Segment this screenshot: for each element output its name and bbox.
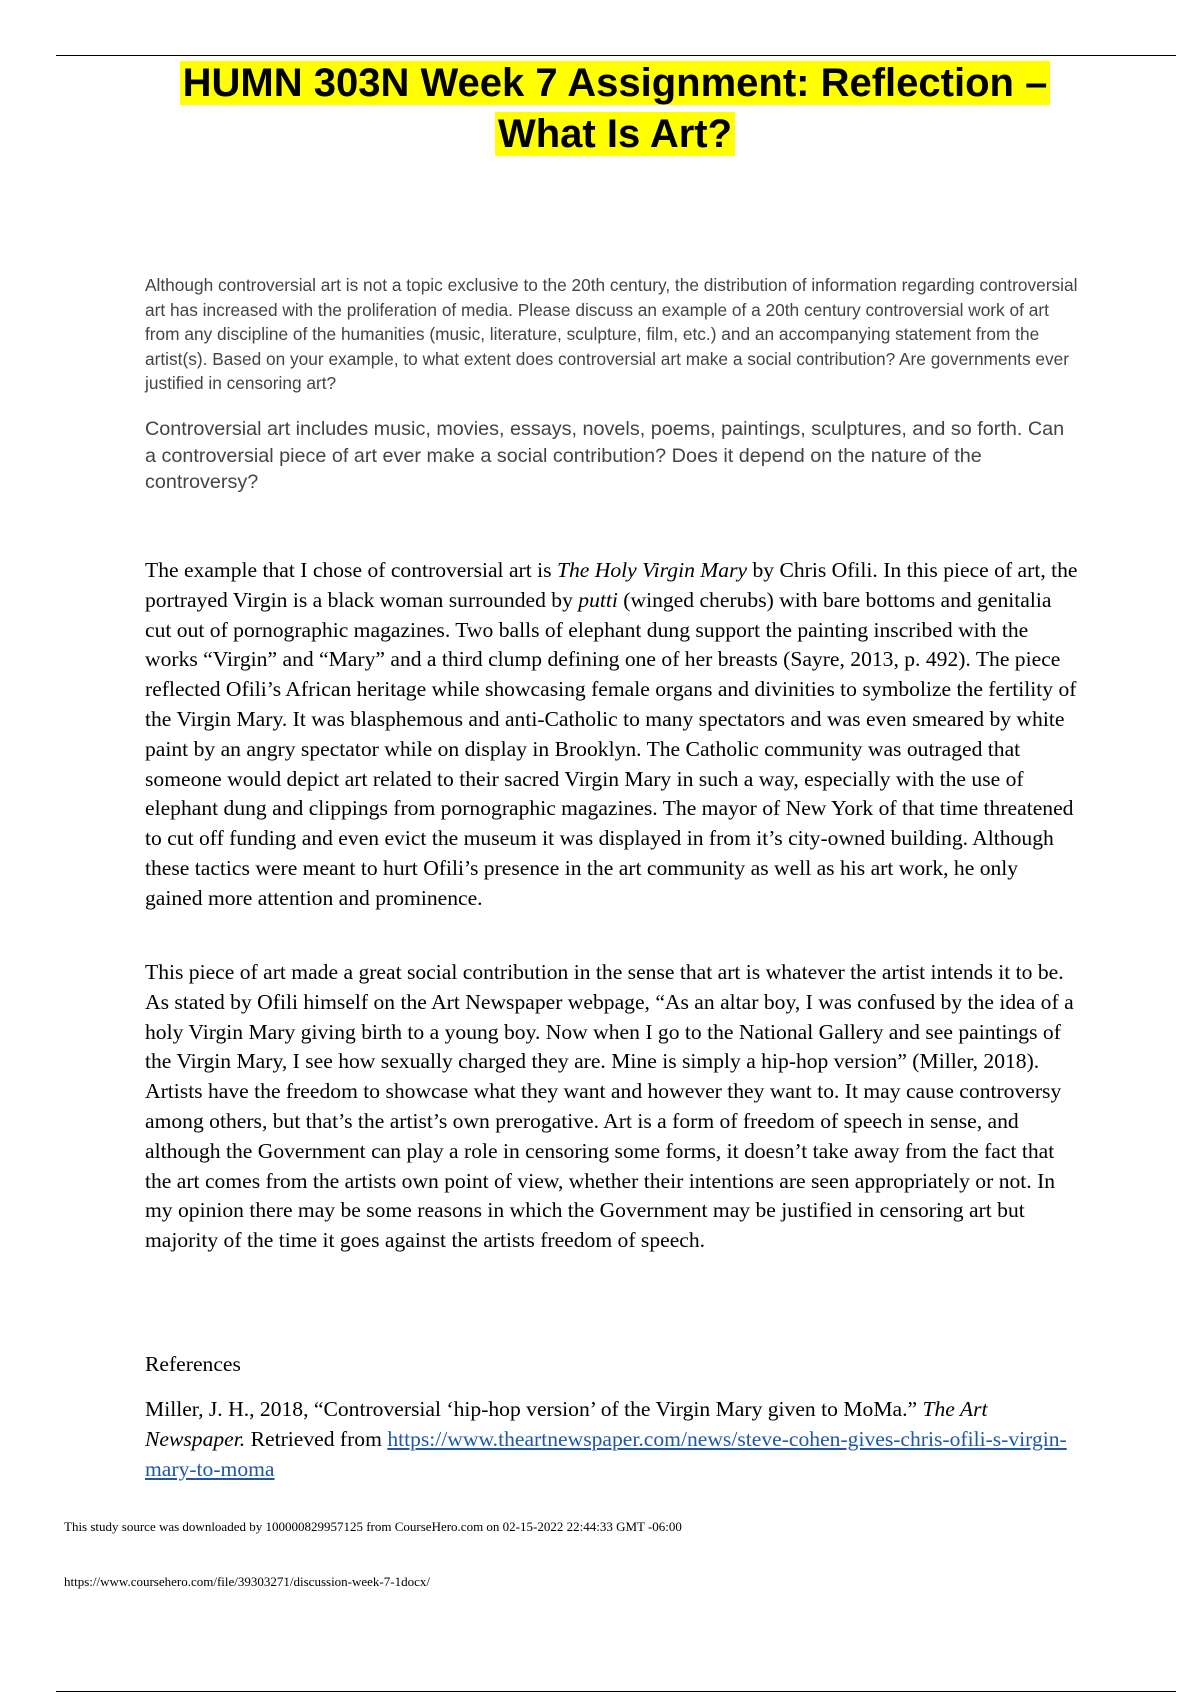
bottom-divider [56,1691,1176,1692]
essay-paragraph-2: This piece of art made a great social contribution in the sense that art is whatever the artist intends it to be. As stated by Ofili himself on the Art Newspaper webpage, “As an altar boy, I was confused by the idea of a holy Virgin Mary giving birth to a young boy. Now when I go to the National Gallery and see paintings of the Virgin Mary, I see how sexually charged they are. Mine is simply a hip-hop version” (Miller, 2018). Artists have the freedom to showcase what they want and however they want to. It may cause controversy among others, but that’s the artist’s own prerogative. Art is a form of freedom of speech in sense, and although the Government can play a role in censoring some forms, it doesn’t take away from the fact that the art comes from the artists own point of view, whether their intentions are seen appropriately or not. In my opinion there may be some reasons in which the Government may be justified in censoring art but majority of the time it goes against the artists freedom of speech. [145,960,1074,1253]
essay-p1-rest: (winged cherubs) with bare bottoms and genitalia cut out of pornographic magazines. Two balls of elephant dung support the painting inscribed with the works “Virgin” and “Mary” and a third clump defining one of her breasts (Sayre, 2013, p. 492). The piece reflected Ofili’s African heritage while showcasing female organs and divinities to symbolize the fertility of the Virgin Mary. It was blasphemous and anti-Catholic to many spectators and was even smeared by white paint by an angry spectator while on display in Brooklyn. The Catholic community was outraged that someone would depict art related to their sacred Virgin Mary in such a way, especially with the use of elephant dung and clippings from pornographic magazines. The mayor of New York of that time threatened to cut off funding and even evict the museum it was displayed in from it’s city-owned building. Although these tactics were meant to hurt Ofili’s presence in the art community as well as his art work, he only gained more attention and prominence. [145,587,1077,910]
references-heading: References [145,1352,241,1376]
source-url: https://www.coursehero.com/file/39303271/discussion-week-7-1docx/ [64,1574,430,1589]
title-line-2: What Is Art? [495,112,735,156]
page-title [60,58,1170,160]
essay-p1-intro: The example that I chose of controversial art is [145,558,557,582]
artwork-title: The Holy Virgin Mary [556,558,748,582]
top-divider [56,55,1176,56]
reference-retrieved: Retrieved from [245,1426,388,1451]
reference-text: Miller, J. H., 2018, “Controversial ‘hip-hop version’ of the Virgin Mary given to MoMa.” [145,1397,923,1421]
reference-entry [145,1395,1085,1484]
title-line-1: HUMN 303N Week 7 Assignment: Reflection – [180,61,1051,105]
essay-p1-mid: by Chris Ofili. In this piece of art, the portrayed Virgin is a black woman surrounded by [145,558,1078,612]
download-notice: This study source was downloaded by 100000829957125 from CourseHero.com on 02-15-2022 22:44:33 GMT -06:00 [64,1519,682,1534]
prompt-paragraph-1: Although controversial art is not a topic exclusive to the 20th century, the distribution of information regarding controversial art has increased with the proliferation of media. Please discuss an example of a 20th century controversial work of art from any discipline of the humanities (music, literature, sculpture, film, etc.) and an accompanying statement from the artist(s). Based on your example, to what extent does controversial art make a social contribution? Are governments ever justified in censoring art? [145,275,1078,394]
essay-paragraph-1 [145,556,1080,914]
reference-link[interactable]: https://www.theartnewspaper.com/news/steve-cohen-gives-chris-ofili-s-virgin-mary-to-moma [145,1426,1067,1481]
prompt-paragraph-2: Controversial art includes music, movies, essays, novels, poems, paintings, sculptures, and so forth. Can a controversial piece of art ever make a social contribution? Does it depend on the nature of the controversy? [145,418,1065,493]
reference-journal: The Art Newspaper. [145,1397,988,1451]
putti-term: putti [578,587,618,612]
